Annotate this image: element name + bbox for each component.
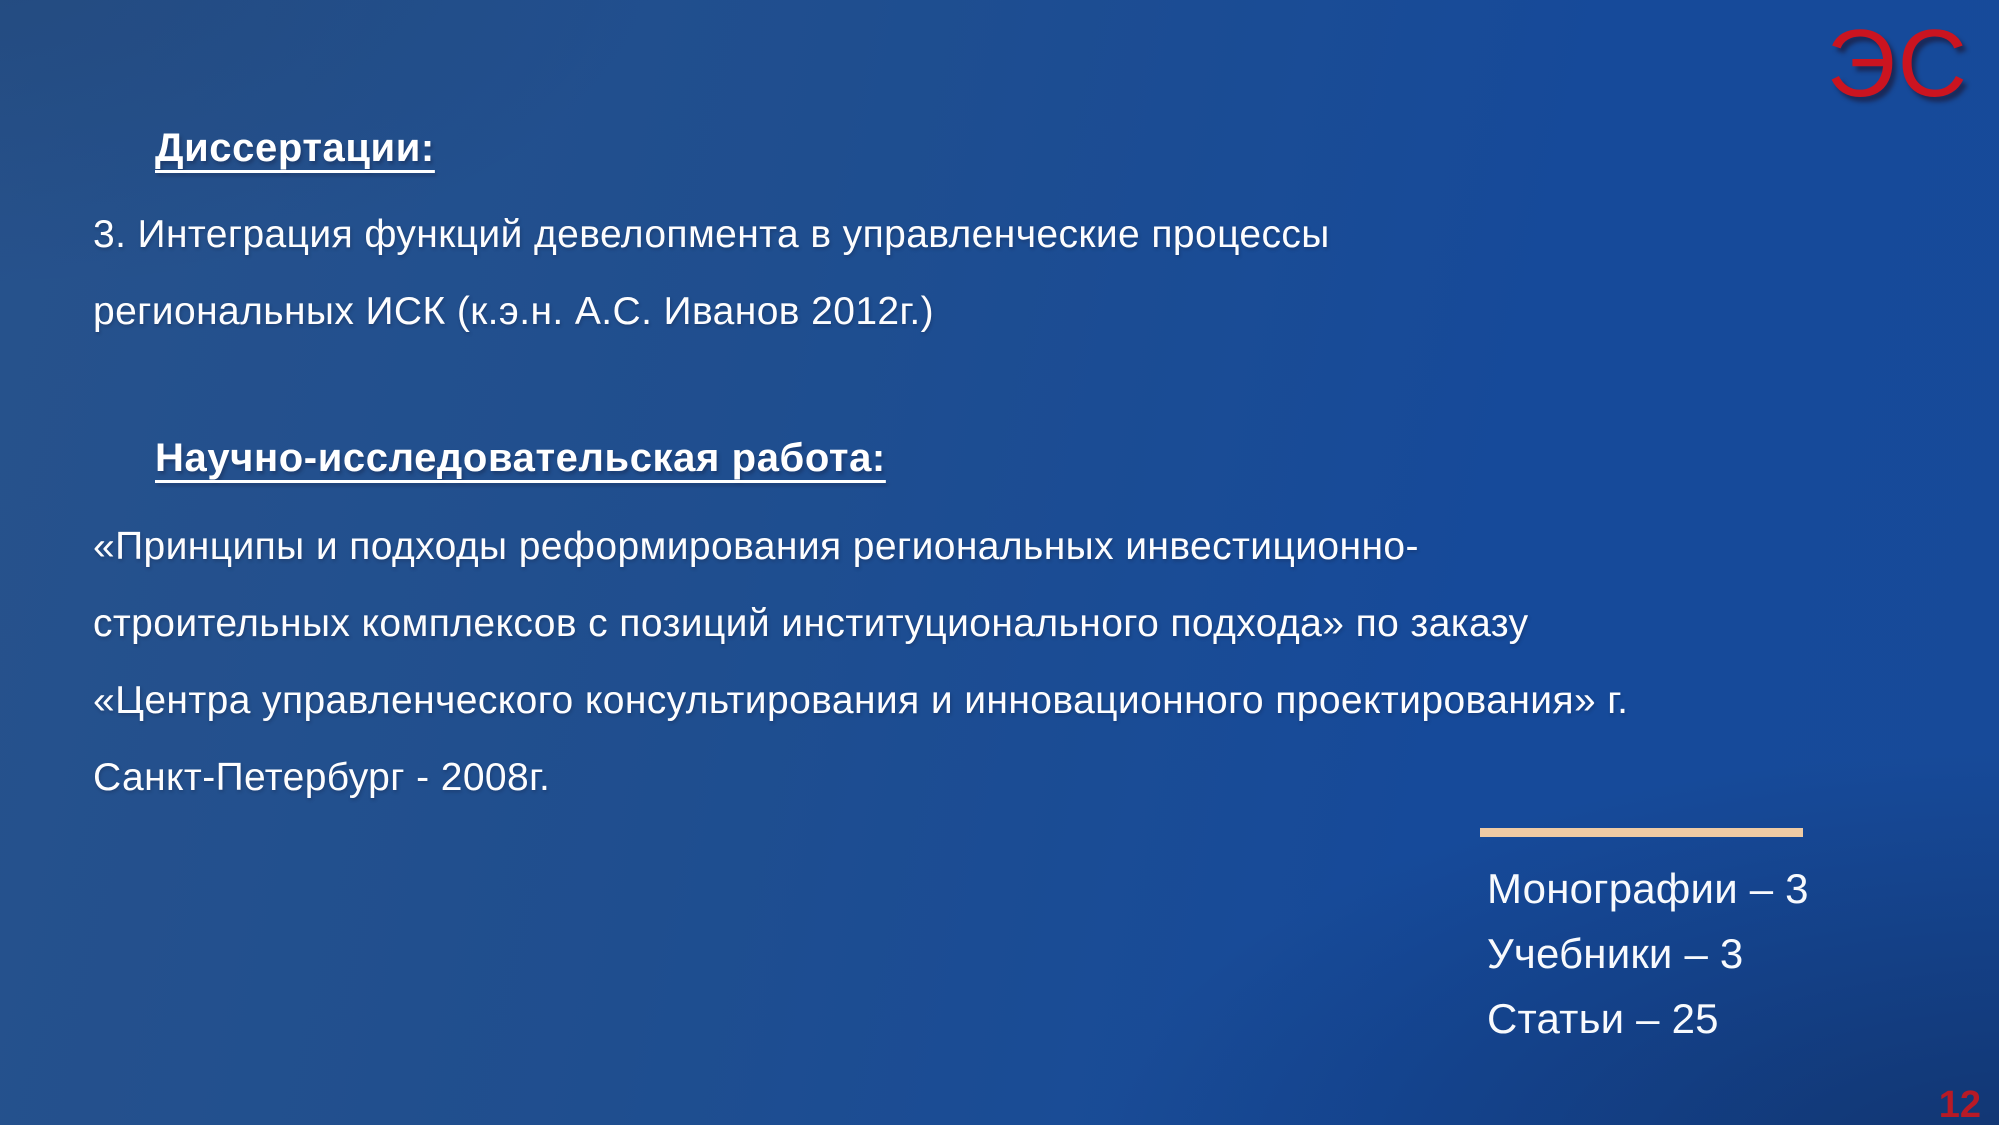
dissertations-heading: Диссертации: [155, 126, 435, 170]
page-number: 12 [1938, 1084, 1981, 1125]
research-line-1: «Принципы и подходы реформирования региональных инвестиционно- [93, 525, 1419, 568]
publications-stats [1487, 856, 1809, 1051]
stat-articles: Статьи – 25 [1487, 995, 1719, 1042]
research-line-4: Санкт-Петербург - 2008г. [93, 756, 551, 799]
research-line-2: строительных комплексов с позиций институционального подхода» по заказу [93, 602, 1529, 645]
dissertations-line-1: 3. Интеграция функций девелопмента в управленческие процессы [93, 213, 1330, 256]
research-paragraph [93, 508, 1873, 816]
dissertations-paragraph [93, 196, 1743, 350]
dissertations-line-2: региональных ИСК (к.э.н. А.С. Иванов 2012г.) [93, 290, 934, 333]
stat-textbooks: Учебники – 3 [1487, 930, 1744, 977]
stat-monographs: Монографии – 3 [1487, 865, 1809, 912]
research-heading: Научно-исследовательская работа: [155, 436, 886, 480]
publications-divider [1480, 828, 1803, 837]
logo-es: ЭС [1826, 10, 1969, 117]
research-line-3: «Центра управленческого консультирования и инновационного проектирования» г. [93, 679, 1629, 722]
